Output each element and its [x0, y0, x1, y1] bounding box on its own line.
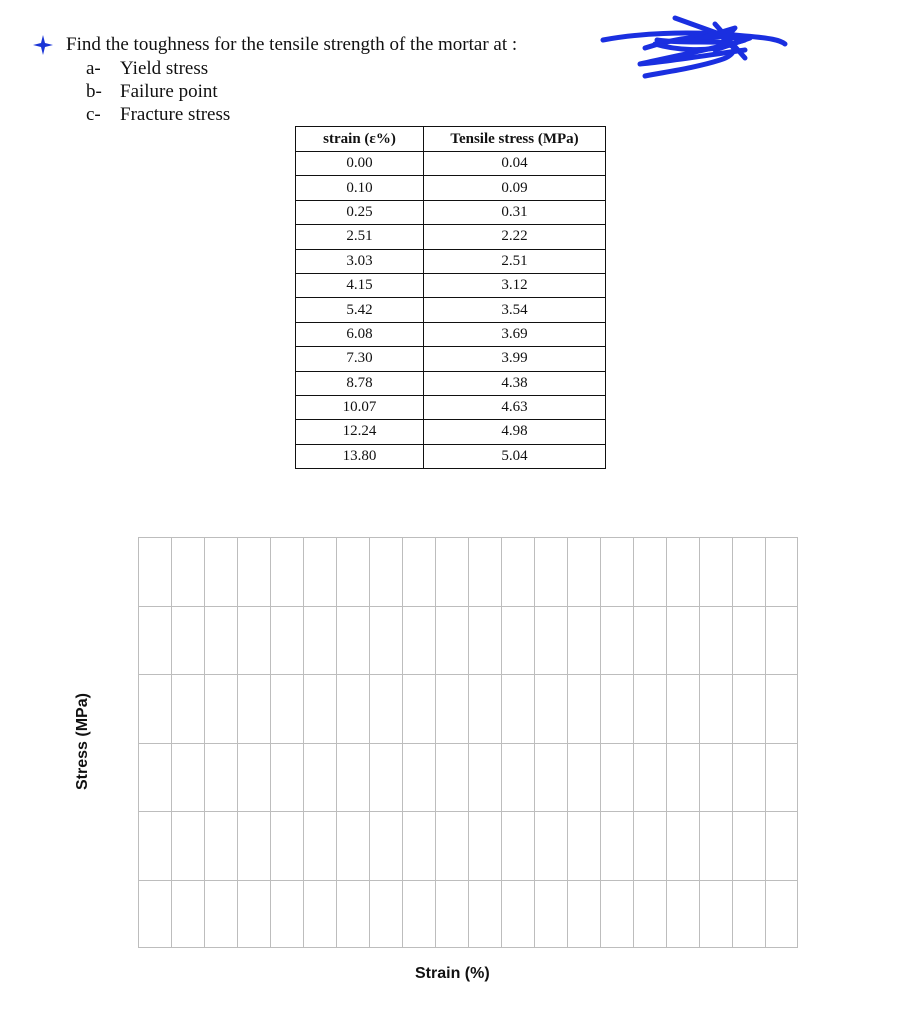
- cell-stress: 2.22: [424, 225, 606, 249]
- sub-question-letter: c-: [86, 104, 101, 125]
- sub-question-label: Failure point: [120, 81, 218, 102]
- cell-stress: 3.69: [424, 322, 606, 346]
- cell-stress: 0.31: [424, 200, 606, 224]
- cell-strain: 12.24: [296, 420, 424, 444]
- table-row: [296, 249, 606, 273]
- cell-stress: 5.04: [424, 444, 606, 468]
- sub-question-letter: b-: [86, 81, 102, 102]
- table-row: [296, 371, 606, 395]
- cell-stress: 0.09: [424, 176, 606, 200]
- sub-question-label: Yield stress: [120, 58, 209, 79]
- cell-stress: 0.04: [424, 152, 606, 176]
- cell-strain: 10.07: [296, 395, 424, 419]
- cell-strain: 0.25: [296, 200, 424, 224]
- sub-question-item: [86, 103, 517, 126]
- four-point-star-bullet-icon: [32, 34, 54, 56]
- cell-strain: 13.80: [296, 444, 424, 468]
- data-table: [295, 126, 606, 469]
- table-row: [296, 273, 606, 297]
- cell-strain: 3.03: [296, 249, 424, 273]
- table-row: [296, 298, 606, 322]
- y-axis-label: Stress (MPa): [74, 693, 91, 790]
- sub-question-list: [86, 57, 517, 126]
- table-row: [296, 420, 606, 444]
- cell-strain: 0.00: [296, 152, 424, 176]
- table-row: [296, 152, 606, 176]
- cell-stress: 3.12: [424, 273, 606, 297]
- sub-question-item: [86, 57, 517, 80]
- cell-strain: 2.51: [296, 225, 424, 249]
- cell-strain: 4.15: [296, 273, 424, 297]
- table-header-row: [296, 127, 606, 152]
- cell-strain: 8.78: [296, 371, 424, 395]
- table-row: [296, 322, 606, 346]
- cell-strain: 7.30: [296, 347, 424, 371]
- cell-strain: 5.42: [296, 298, 424, 322]
- cell-stress: 4.98: [424, 420, 606, 444]
- cell-strain: 0.10: [296, 176, 424, 200]
- sub-question-label: Fracture stress: [120, 104, 231, 125]
- cell-strain: 6.08: [296, 322, 424, 346]
- sub-question-letter: a-: [86, 58, 101, 79]
- table-row: [296, 225, 606, 249]
- cell-stress: 3.99: [424, 347, 606, 371]
- header-tensile-stress: Tensile stress (MPa): [424, 127, 606, 152]
- sub-question-item: [86, 80, 517, 103]
- header-strain: strain (ε%): [296, 127, 424, 152]
- table-row: [296, 200, 606, 224]
- table-row: [296, 395, 606, 419]
- table-row: [296, 176, 606, 200]
- redaction-scribble: [595, 10, 795, 82]
- cell-stress: 3.54: [424, 298, 606, 322]
- cell-stress: 2.51: [424, 249, 606, 273]
- table-row: [296, 347, 606, 371]
- table-row: [296, 444, 606, 468]
- cell-stress: 4.38: [424, 371, 606, 395]
- cell-stress: 4.63: [424, 395, 606, 419]
- graph-grid: [138, 537, 798, 948]
- question-block: [32, 34, 517, 126]
- x-axis-label: Strain (%): [415, 965, 490, 982]
- question-text: Find the toughness for the tensile strength of the mortar at :: [66, 34, 518, 55]
